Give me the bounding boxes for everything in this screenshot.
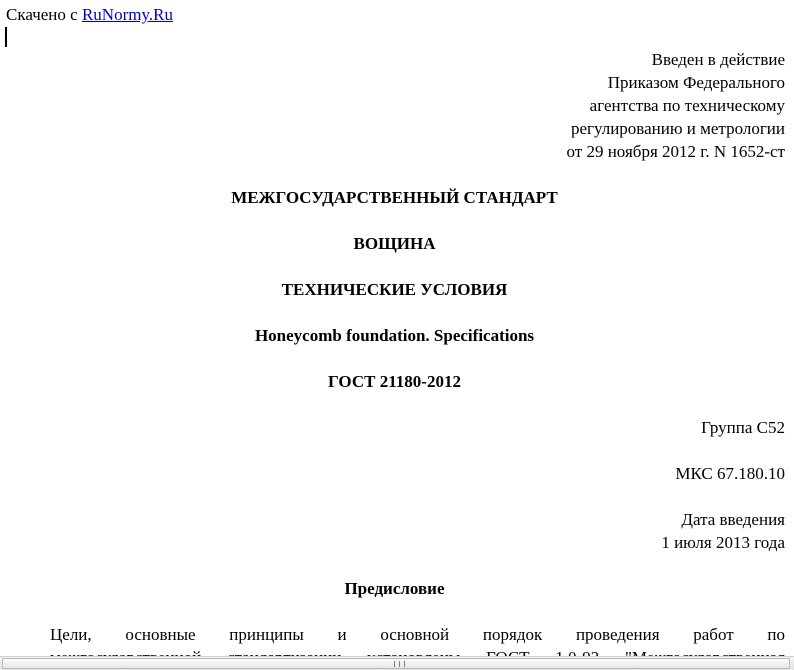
paragraph-line: Цели, основные принципы и основной порядок проведения работ по <box>50 625 785 644</box>
text-cursor <box>5 27 7 47</box>
standard-kind-title: МЕЖГОСУДАРСТВЕННЫЙ СТАНДАРТ <box>231 188 558 207</box>
enactment-line: агентства по техническому <box>589 96 785 115</box>
source-link[interactable]: RuNormy.Ru <box>81 5 173 24</box>
enactment-block <box>365 48 785 163</box>
horizontal-scrollbar[interactable] <box>0 656 794 670</box>
standard-subtitle: ТЕХНИЧЕСКИЕ УСЛОВИЯ <box>281 280 508 299</box>
enactment-line: Введен в действие <box>651 50 785 69</box>
enactment-line: от 29 ноября 2012 г. N 1652-ст <box>566 142 785 161</box>
grip-icon <box>394 661 405 667</box>
standard-code: ГОСТ 21180-2012 <box>328 372 461 391</box>
mks-label: МКС 67.180.10 <box>675 464 785 483</box>
source-prefix: Скачено с <box>6 5 78 24</box>
foreword-heading: Предисловие <box>344 579 445 598</box>
effective-date-label: Дата введения <box>681 510 785 529</box>
enactment-line: регулированию и метрологии <box>570 119 785 138</box>
english-title: Honeycomb foundation. Specifications <box>254 326 535 345</box>
effective-date-value: 1 июля 2013 года <box>661 533 785 552</box>
source-line <box>6 3 173 26</box>
group-label: Группа С52 <box>701 418 785 437</box>
scrollbar-thumb[interactable] <box>2 658 790 669</box>
enactment-line: Приказом Федерального <box>607 73 785 92</box>
standard-name-title: ВОЩИНА <box>353 234 436 253</box>
